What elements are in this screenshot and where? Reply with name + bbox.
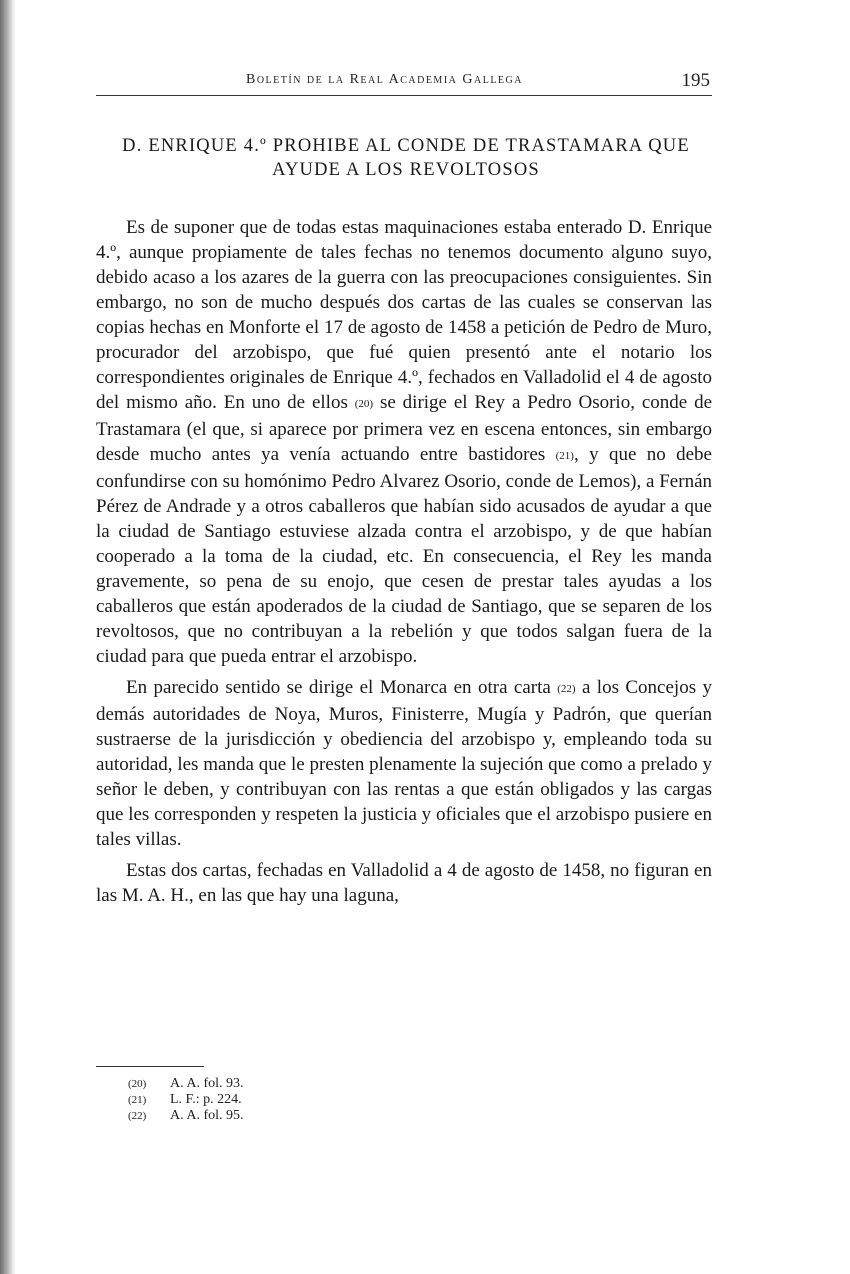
section-heading — [96, 134, 716, 182]
paragraph-1 — [96, 215, 712, 669]
paragraph-3: Estas dos cartas, fechadas en Valladolid a 4 de agosto de 1458, no figuran en las M. A. H., en las que hay una laguna, — [96, 860, 712, 906]
footnote-21 — [128, 1092, 528, 1108]
paragraph-1-part-b: se dirige el Rey a Pedro Osorio, conde de Trastamara (el que, si aparece por primera vez en escena entonces, sin embargo desde mucho antes ya venía actuando entre bastidores — [96, 392, 713, 465]
footnote-mark: (21) — [128, 1094, 147, 1106]
page-number: 195 — [681, 70, 710, 91]
running-head — [96, 70, 712, 94]
footnote-text: A. A. fol. 95. — [170, 1108, 244, 1123]
header-rule — [96, 95, 712, 96]
body-text — [96, 215, 712, 908]
footnote-ref-21: (21) — [555, 450, 574, 462]
heading-line-2: AYUDE A LOS REVOLTOSOS — [272, 160, 540, 180]
paragraph-1-part-c: , y que no debe confundirse con su homónimo Pedro Alvarez Osorio, conde de Lemos), a Fernán Pérez de Andrade y a otros caballeros que habían sido acusados de ayudar a que la ciudad de Santiago estuviese alzada contra el arzobispo, y de que habían cooperado a la toma de la ciudad, etc. En consecuencia, el Rey les manda gravemente, so pena de su enojo, que cesen de prestar tales ayudas a los caballeros que están apoderados de la ciudad de Santiago, que se separen de los revoltosos, que no contribuyan a la rebelión y que todos salgan fuera de la ciudad para que pueda entrar el arzobispo. — [96, 444, 712, 667]
footnote-ref-20: (20) — [354, 398, 374, 410]
footnotes — [128, 1076, 528, 1124]
heading-line-1: D. ENRIQUE 4.º PROHIBE AL CONDE DE TRASTAMARA QUE — [122, 136, 690, 156]
paragraph-2-part-b: a los Concejos y demás autoridades de Noya, Muros, Finisterre, Mugía y Padrón, que querían sustraerse de la jurisdicción y obediencia del arzobispo y, empleando toda su autoridad, les manda que le presten plenamente la sujeción que como a prelado y señor le deben, y contribuyan con las rentas a que están obligados y las cargas que les corresponden y respeten la justicia y oficiales que el arzobispo pusiere en tales villas. — [96, 677, 712, 850]
footnote-mark: (20) — [128, 1078, 147, 1090]
footnote-text: L. F.: p. 224. — [170, 1092, 242, 1107]
footnote-22 — [128, 1108, 528, 1124]
footnote-mark: (22) — [128, 1110, 147, 1122]
footnote-ref-22: (22) — [557, 683, 576, 695]
paragraph-2 — [96, 675, 712, 852]
footnote-text: A. A. fol. 93. — [170, 1076, 244, 1091]
binding-edge-shadow — [0, 0, 16, 1274]
footnote-20 — [128, 1076, 528, 1092]
footnote-rule — [96, 1066, 204, 1067]
paragraph-2-part-a: En parecido sentido se dirige el Monarca en otra carta — [126, 677, 551, 698]
paragraph-1-part-a: Es de suponer que de todas estas maquinaciones estaba enterado D. Enrique 4.º, aunque propiamente de tales fechas no tenemos documento alguno suyo, debido acaso a los azares de la guerra con las preocupaciones consiguientes. Sin embargo, no son de mucho después dos cartas de las cuales se conservan las copias hechas en Monforte el 17 de agosto de 1458 a petición de Pedro de Muro, procurador del arzobispo, que fué quien presentó ante el notario los correspondientes originales de Enrique 4.º, fechados en Valladolid el 4 de agosto del mismo año. En uno de ellos — [96, 217, 712, 413]
running-title: Boletín de la Real Academia Gallega — [246, 72, 523, 87]
